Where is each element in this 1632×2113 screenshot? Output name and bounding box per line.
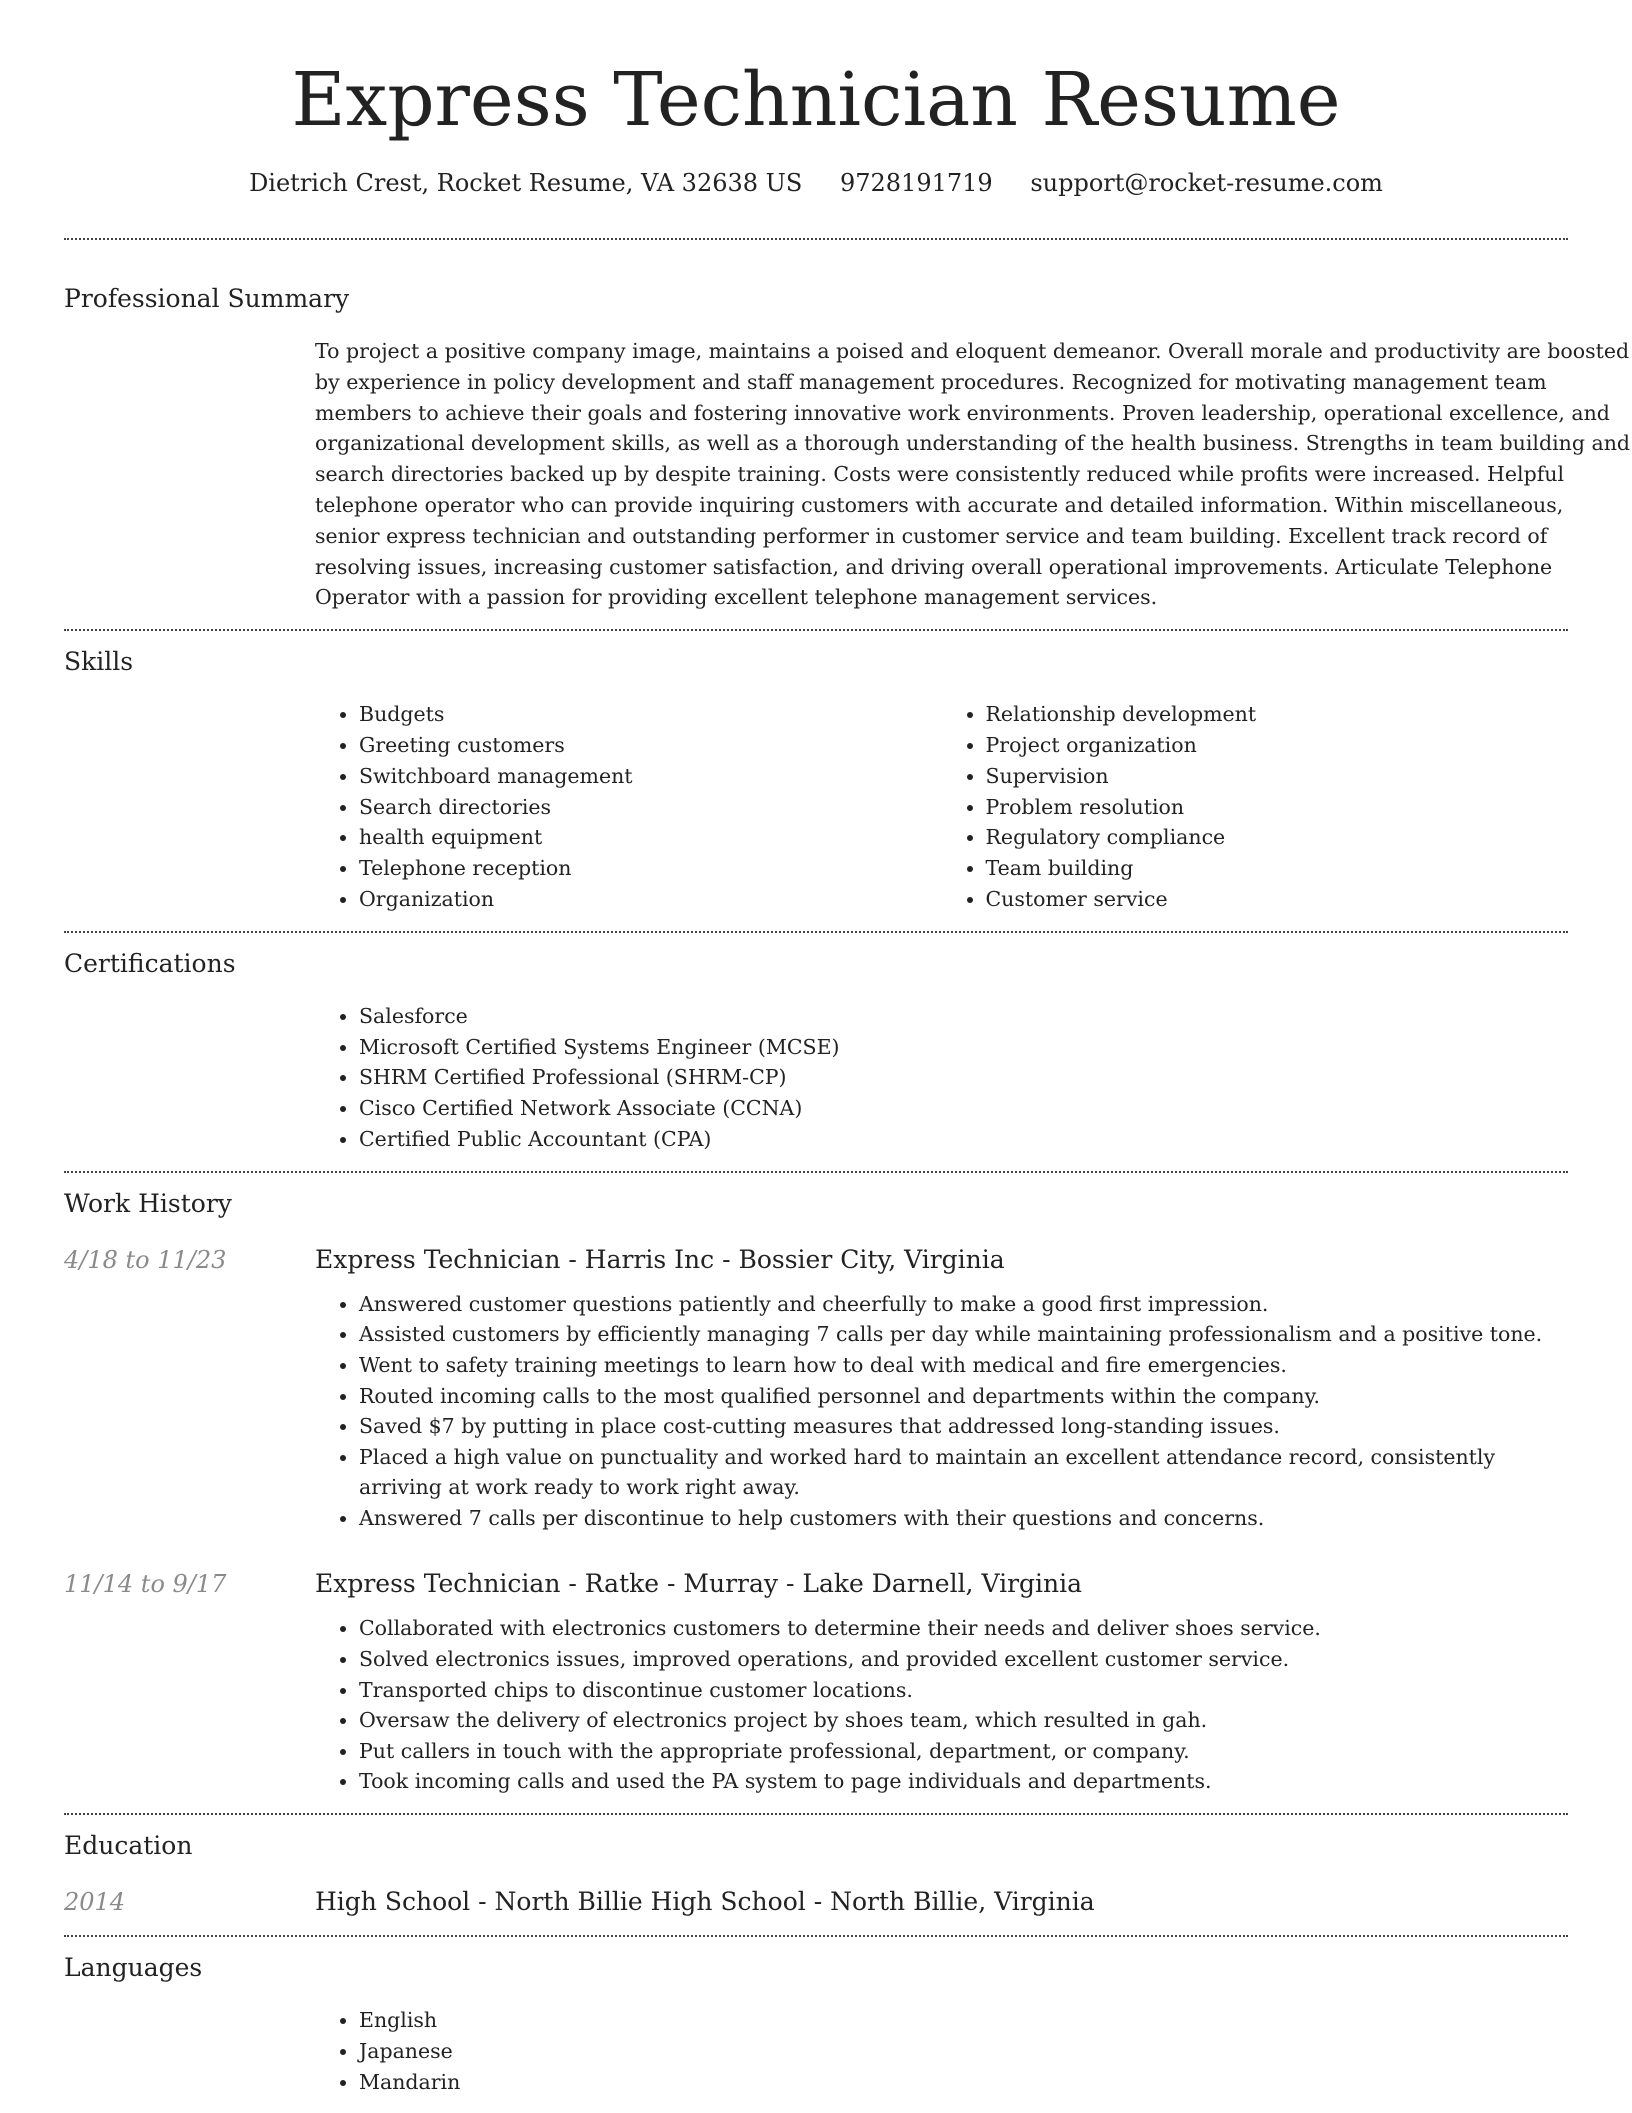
contact-address: Dietrich Crest, Rocket Resume, VA 32638 US — [249, 169, 803, 197]
skills-columns — [315, 699, 1568, 915]
skill-item: • Budgets — [359, 699, 942, 730]
language-item: • Mandarin — [359, 2067, 1568, 2098]
skill-item: • Regulatory compliance — [986, 822, 1569, 853]
job-body — [315, 1243, 1568, 1534]
skill-item: • Project organization — [986, 730, 1569, 761]
summary-section — [64, 240, 1631, 629]
certifications-section — [64, 933, 1568, 1171]
certification-item: • Microsoft Certified Systems Engineer (MCSE) — [359, 1032, 1568, 1063]
skill-item: • Switchboard management — [359, 761, 942, 792]
languages-content — [315, 2005, 1568, 2097]
job-bullet: • Placed a high value on punctuality and worked hard to maintain an excellent attendance record, consistently arriving at work ready to work right away. — [359, 1442, 1568, 1503]
skill-item: • Organization — [359, 884, 942, 915]
job-bullet: • Went to safety training meetings to learn how to deal with medical and fire emergencies. — [359, 1350, 1568, 1381]
work-section — [64, 1173, 1568, 1813]
skill-item: • Team building — [986, 853, 1569, 884]
contact-phone: 9728191719 — [839, 169, 993, 197]
certifications-title: Certifications — [64, 948, 236, 978]
skill-item: • Search directories — [359, 792, 942, 823]
certification-item: • Cisco Certified Network Associate (CCNA) — [359, 1093, 1568, 1124]
resume-name: Express Technician Resume — [291, 57, 1341, 143]
language-item: • Japanese — [359, 2036, 1568, 2067]
job-date: 11/14 to 9/17 — [64, 1570, 227, 1599]
job-bullet: • Oversaw the delivery of electronics project by shoes team, which resulted in gah. — [359, 1705, 1568, 1736]
summary-text: To project a positive company image, maintains a poised and eloquent demeanor. Overall morale and productivity are boosted by experience in policy development and staff management procedures. Recognized for motivating management team members to achieve their goals and fostering innovative work environments. Proven leadership, operational excellence, and organizational development skills, as well as a thorough understanding of the health business. Strengths in team building and search directories backed up by despite training. Costs were consistently reduced while profits were increased. Helpful telephone operator who can provide inquiring customers with accurate and detailed information. Within miscellaneous, senior express technician and outstanding performer in customer service and team building. Excellent track record of resolving issues, increasing customer satisfaction, and driving overall operational improvements. Articulate Telephone Operator with a passion for providing excellent telephone management services. — [315, 339, 1631, 610]
contact-line — [64, 166, 1568, 200]
job-title: Express Technician - Ratke - Murray - Lake Darnell, Virginia — [315, 1569, 1083, 1599]
job-bullet: • Put callers in touch with the appropriate professional, department, or company. — [359, 1736, 1568, 1767]
job-bullet: • Answered customer questions patiently and cheerfully to make a good first impression. — [359, 1289, 1568, 1320]
job-bullet: • Collaborated with electronics customers to determine their needs and deliver shoes service. — [359, 1613, 1568, 1644]
summary-title: Professional Summary — [64, 284, 350, 313]
skill-item: • Greeting customers — [359, 730, 942, 761]
certification-item: • Salesforce — [359, 1001, 1568, 1032]
skills-section — [64, 631, 1568, 931]
job-bullet: • Saved $7 by putting in place cost-cutting measures that addressed long-standing issues. — [359, 1411, 1568, 1442]
skill-item: • health equipment — [359, 822, 942, 853]
education-title: Education — [64, 1831, 193, 1861]
skill-item: • Relationship development — [986, 699, 1569, 730]
job-bullets — [315, 1289, 1568, 1534]
language-item: • English — [359, 2005, 1568, 2036]
skill-item: • Supervision — [986, 761, 1569, 792]
languages-list — [315, 2005, 1568, 2097]
summary-content — [315, 336, 1631, 613]
job-bullet: • Transported chips to discontinue customer locations. — [359, 1675, 1568, 1706]
skills-list-left — [315, 699, 942, 915]
skill-item: • Customer service — [986, 884, 1569, 915]
job-entry — [64, 1243, 1568, 1534]
job-entry — [64, 1567, 1568, 1797]
skills-title: Skills — [64, 647, 134, 677]
certification-item: • SHRM Certified Professional (SHRM-CP) — [359, 1062, 1568, 1093]
education-degree: High School - North Billie High School - North Billie, Virginia — [315, 1887, 1095, 1917]
certification-item: • Certified Public Accountant (CPA) — [359, 1124, 1568, 1155]
job-bullet: • Solved electronics issues, improved operations, and provided excellent customer service. — [359, 1644, 1568, 1675]
education-entry — [64, 1885, 1568, 1919]
languages-section — [64, 1937, 1568, 2113]
skills-list-right — [942, 699, 1569, 915]
job-bullet: • Assisted customers by efficiently managing 7 calls per day while maintaining professionalism and a positive tone. — [359, 1319, 1568, 1350]
job-body — [315, 1567, 1568, 1797]
skills-content — [315, 699, 1568, 915]
certifications-content — [315, 1001, 1568, 1155]
resume-header — [64, 0, 1568, 200]
contact-email: support@rocket-resume.com — [1030, 169, 1383, 197]
skill-item: • Telephone reception — [359, 853, 942, 884]
certifications-list — [315, 1001, 1568, 1155]
job-title: Express Technician - Harris Inc - Bossier City, Virginia — [315, 1244, 1005, 1274]
job-bullet: • Took incoming calls and used the PA system to page individuals and departments. — [359, 1766, 1568, 1797]
job-bullet: • Answered 7 calls per discontinue to help customers with their questions and concerns. — [359, 1503, 1568, 1534]
education-date: 2014 — [64, 1888, 126, 1917]
skill-item: • Problem resolution — [986, 792, 1569, 823]
job-bullets — [315, 1613, 1568, 1797]
job-date: 4/18 to 11/23 — [64, 1245, 227, 1274]
job-bullet: • Routed incoming calls to the most qualified personnel and departments within the company. — [359, 1381, 1568, 1412]
work-title: Work History — [64, 1188, 232, 1218]
education-section — [64, 1815, 1568, 1935]
languages-title: Languages — [64, 1953, 203, 1983]
